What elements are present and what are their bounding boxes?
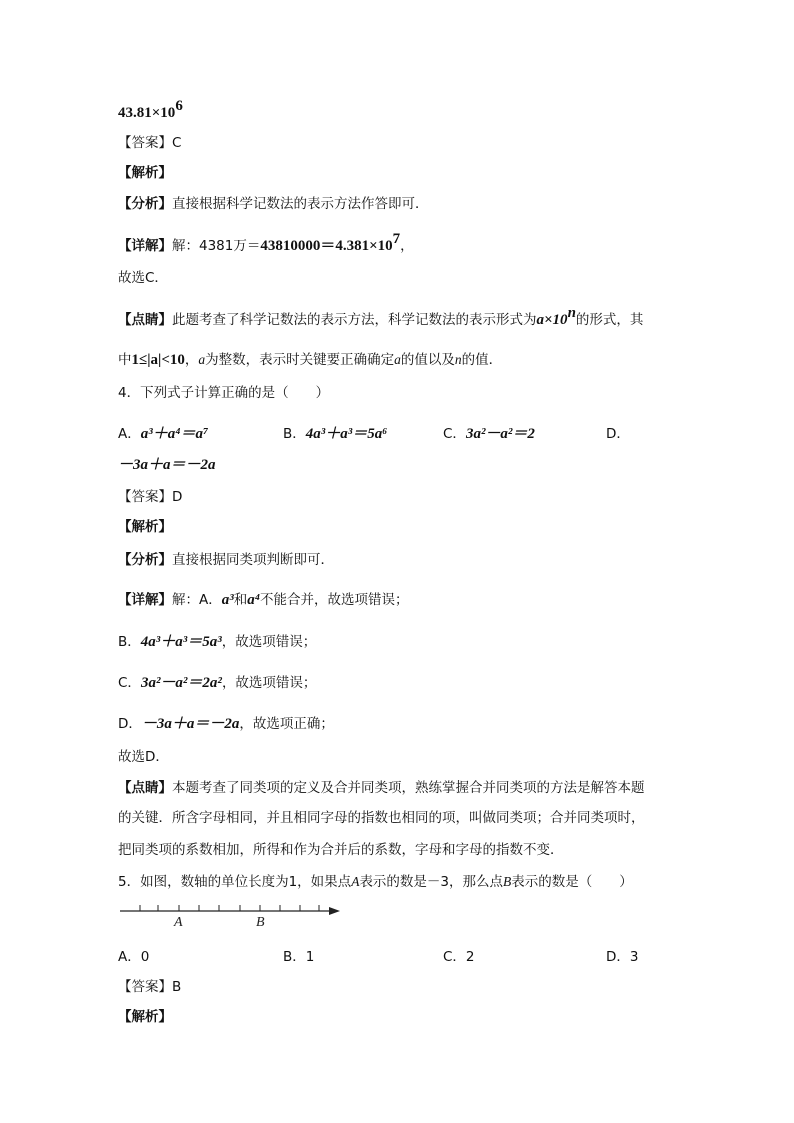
number-line-figure xyxy=(118,900,348,930)
point-a-label: A xyxy=(174,915,183,930)
line-scientific-value: $43.81\times 10^6$ xyxy=(118,98,183,121)
answer-label-q3: 【答案】C xyxy=(118,135,182,151)
q5-option-a: A．0 xyxy=(118,949,150,965)
comment-line-1: 【点睛】此题考查了科学记数法的表示方法，科学记数法的表示形式为$a\times 10^n$的形式，其 xyxy=(118,305,644,328)
choose-c-line: 故选C． xyxy=(118,270,168,286)
analysis-line-q3: 【分析】直接根据科学记数法的表示方法作答即可． xyxy=(118,196,429,212)
comment-line-2: 中1≤|a|<10，a为整数，表示时关键要正确确定a的值以及n的值． xyxy=(118,352,503,368)
choose-d-line: 故选D． xyxy=(118,749,169,765)
analysis-line-q4: 【分析】直接根据同类项判断即可． xyxy=(118,552,334,568)
question-5-stem: 5．如图，数轴的单位长度为1，如果点A表示的数是－3，那么点B表示的数是（ ） xyxy=(118,874,633,890)
number-line-arrow-icon xyxy=(329,907,340,915)
number-line-ticks xyxy=(140,905,319,911)
detail-line-q3: 【详解】解：4381万$=43810000=4.381\times 10^7$， xyxy=(118,231,414,254)
comment-line-5: 把同类项的系数相加，所得和作为合并后的系数，字母和字母的指数不变． xyxy=(118,842,564,858)
detail-line-q4-b: B．4a³＋a³＝5a³，故选项错误； xyxy=(118,634,317,650)
comment-line-3: 【点睛】本题考查了同类项的定义及合并同类项，熟练掌握合并同类项的方法是解答本题 xyxy=(118,780,645,796)
answer-label-q4: 【答案】D xyxy=(118,489,183,505)
question-4-stem: 4．下列式子计算正确的是（ ） xyxy=(118,385,330,401)
q4-option-c: C．3a²－a²＝2 xyxy=(443,426,535,442)
analysis-heading-q4: 【解析】 xyxy=(118,519,172,535)
analysis-heading-q5: 【解析】 xyxy=(118,1009,172,1025)
q4-option-a: A．a³＋a⁴＝a⁷ xyxy=(118,426,209,442)
detail-line-q4-a: 【详解】解：A．a³和a⁴不能合并，故选项错误； xyxy=(118,592,409,608)
comment-line-4: 的关键．所含字母相同，并且相同字母的指数也相同的项，叫做同类项；合并同类项时， xyxy=(118,810,645,826)
answer-label-q5: 【答案】B xyxy=(118,979,182,995)
q4-option-b: B．4a³＋a³＝5a⁶ xyxy=(283,426,388,442)
q4-option-d-math: －3a＋a＝－2a xyxy=(118,457,216,473)
analysis-heading-q3: 【解析】 xyxy=(118,165,172,181)
q4-option-d-label: D． xyxy=(606,426,630,442)
point-b-label: B xyxy=(256,915,265,930)
detail-line-q4-c: C．3a²－a²＝2a²，故选项错误； xyxy=(118,675,317,691)
q5-option-c: C．2 xyxy=(443,949,475,965)
q5-option-d: D．3 xyxy=(606,949,639,965)
detail-line-q4-d: D．－3a＋a＝－2a，故选项正确； xyxy=(118,716,334,732)
q5-option-b: B．1 xyxy=(283,949,315,965)
